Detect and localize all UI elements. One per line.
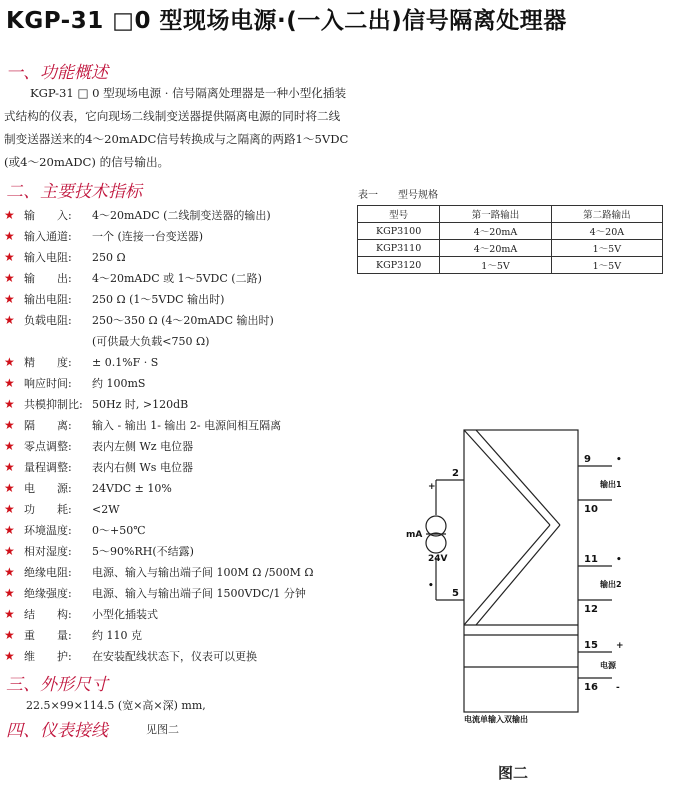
- plus-sign: +: [616, 641, 624, 651]
- spec-value: 24VDC ± 10%: [92, 482, 172, 495]
- spec-label: 输 出:: [24, 272, 72, 285]
- spec-value: 一个 (连接一台变送器): [92, 230, 204, 243]
- star-icon: ★: [4, 544, 15, 558]
- plus-sign: •: [616, 455, 622, 465]
- star-icon: ★: [4, 460, 15, 474]
- out2-label: 输出2: [600, 580, 622, 589]
- spec-value: 250 Ω: [92, 251, 126, 264]
- spec-value: 250 Ω (1～5VDC 输出时): [92, 293, 225, 306]
- spec-row: [4, 268, 262, 289]
- spec-label: 响应时间:: [24, 377, 72, 390]
- spec-row: [4, 310, 274, 331]
- spec-row: [4, 562, 313, 583]
- spec-value: (可供最大负载<750 Ω): [92, 335, 210, 348]
- spec-label: 量程调整:: [24, 461, 72, 474]
- table-row: [358, 240, 663, 257]
- spec-row: [4, 583, 306, 604]
- star-icon: ★: [4, 229, 15, 243]
- spec-value: 0～+50℃: [92, 524, 146, 537]
- spec-row: [4, 205, 271, 226]
- plus-sign: •: [616, 555, 622, 565]
- intro-paragraph: [4, 82, 348, 174]
- spec-row: [4, 520, 146, 541]
- spec-label: 输入电阻:: [24, 251, 72, 264]
- section-heading-overview: 一、功能概述: [6, 63, 108, 83]
- spec-label: 功 耗:: [24, 503, 72, 516]
- spec-value: 约 100mS: [92, 377, 146, 390]
- terminal-label: 2: [452, 468, 459, 479]
- intro-line: 式结构的仪表，它向现场二线制变送器提供隔离电源的同时将二线: [4, 109, 341, 123]
- terminal-label: 9: [584, 454, 591, 465]
- spec-label: 输出电阻:: [24, 293, 72, 306]
- spec-label: 绝缘强度:: [24, 587, 72, 600]
- table-row: [358, 223, 663, 240]
- table-cell: 1～5V: [440, 257, 551, 274]
- spec-value: 小型化插装式: [92, 608, 158, 621]
- table-row: [358, 257, 663, 274]
- spec-row: [4, 625, 142, 646]
- star-icon: ★: [4, 313, 15, 327]
- spec-row: [4, 457, 193, 478]
- terminal-label: 12: [584, 604, 598, 615]
- wiring-note: 见图二: [146, 723, 179, 736]
- spec-label: 电 源:: [24, 482, 72, 495]
- spec-row: [4, 331, 209, 352]
- page-title: KGP-31 □0 型现场电源·(一入二出)信号隔离处理器: [6, 8, 567, 34]
- spec-label: 环境温度:: [24, 524, 72, 537]
- isolation-line: [464, 430, 550, 525]
- spec-row: [4, 499, 120, 520]
- star-icon: ★: [4, 565, 15, 579]
- spec-label: 输 入:: [24, 209, 72, 222]
- spec-value: 4～20mADC 或 1～5VDC (二路): [92, 272, 262, 285]
- source-voltage-label: 24V: [428, 554, 448, 564]
- spec-row: [4, 646, 257, 667]
- table-cell: 1～5V: [551, 257, 662, 274]
- spec-value: ± 0.1%F · S: [92, 356, 159, 369]
- spec-value: 表内左侧 Wz 电位器: [92, 440, 194, 453]
- star-icon: ★: [4, 376, 15, 390]
- terminal-label: 5: [452, 588, 459, 599]
- star-icon: ★: [4, 271, 15, 285]
- spec-label: 零点调整:: [24, 440, 72, 453]
- star-icon: ★: [4, 649, 15, 663]
- table-cell: 4～20A: [551, 223, 662, 240]
- minus-sign: -: [616, 683, 620, 693]
- spec-row: [4, 604, 158, 625]
- spec-label: 结 构:: [24, 608, 72, 621]
- spec-value: 表内右侧 Ws 电位器: [92, 461, 193, 474]
- star-icon: ★: [4, 628, 15, 642]
- spec-label: 绝缘电阻:: [24, 566, 72, 579]
- table-cell: KGP3100: [358, 223, 440, 240]
- table-caption: 表一 型号规格: [358, 190, 438, 201]
- spec-label: 隔 离:: [24, 419, 72, 432]
- spec-value: 约 110 克: [92, 629, 142, 642]
- table-header: 型号: [358, 206, 440, 223]
- terminal-label: 15: [584, 640, 598, 651]
- spec-value: 4～20mADC (二线制变送器的输出): [92, 209, 271, 222]
- star-icon: ★: [4, 523, 15, 537]
- minus-sign: •: [428, 581, 434, 591]
- star-icon: ★: [4, 481, 15, 495]
- table-cell: 1～5V: [551, 240, 662, 257]
- spec-row: [4, 394, 188, 415]
- spec-value: 电源、输入与输出端子间 100M Ω /500M Ω: [92, 566, 314, 579]
- spec-value: 输入 - 输出 1- 输出 2- 电源间相互隔离: [92, 419, 282, 432]
- dimensions-text: 22.5×99×114.5 (宽×高×深) mm,: [26, 699, 206, 712]
- intro-line: 制变送器送来的4～20mADC信号转换成与之隔离的两路1～5VDC: [4, 132, 349, 146]
- spec-row: [4, 415, 281, 436]
- diagram-caption: 电流单输入双输出: [464, 715, 528, 724]
- isolation-line: [464, 525, 550, 625]
- model-spec-table: [357, 205, 663, 274]
- table-header: 第二路输出: [551, 206, 662, 223]
- section-heading-wiring: 四、仪表接线: [6, 721, 108, 741]
- spec-row: [4, 352, 158, 373]
- spec-value: <2W: [92, 503, 120, 516]
- star-icon: ★: [4, 586, 15, 600]
- spec-label: 负载电阻:: [24, 314, 72, 327]
- section-heading-dimensions: 三、外形尺寸: [6, 675, 108, 695]
- terminal-label: 11: [584, 554, 598, 565]
- out1-label: 输出1: [600, 480, 622, 489]
- spec-label: 共模抑制比:: [24, 398, 83, 411]
- spec-value: 50Hz 时, >120dB: [92, 398, 189, 411]
- spec-row: [4, 436, 193, 457]
- table-cell: KGP3120: [358, 257, 440, 274]
- star-icon: ★: [4, 292, 15, 306]
- isolation-line: [476, 430, 560, 525]
- plus-sign: +: [428, 482, 436, 492]
- spec-label: 维 护:: [24, 650, 72, 663]
- spec-value: 在安装配线状态下，仪表可以更换: [92, 650, 257, 663]
- intro-line: KGP-31 □ 0 型现场电源 · 信号隔离处理器是一种小型化插装: [30, 86, 347, 100]
- spec-row: [4, 289, 224, 310]
- terminal-label: 10: [584, 504, 598, 515]
- star-icon: ★: [4, 355, 15, 369]
- table-cell: 4～20mA: [440, 240, 551, 257]
- spec-value: 5～90%RH(不结露): [92, 545, 194, 558]
- spec-row: [4, 541, 194, 562]
- table-cell: KGP3110: [358, 240, 440, 257]
- section-heading-specs: 二、主要技术指标: [6, 182, 142, 202]
- spec-row: [4, 247, 126, 268]
- star-icon: ★: [4, 418, 15, 432]
- table-cell: 4～20mA: [440, 223, 551, 240]
- power-label: 电源: [600, 661, 616, 670]
- table-header: 第一路输出: [440, 206, 551, 223]
- figure-label: 图二: [498, 764, 529, 782]
- star-icon: ★: [4, 607, 15, 621]
- source-current-label: mA: [406, 530, 423, 540]
- star-icon: ★: [4, 208, 15, 222]
- spec-label: 精 度:: [24, 356, 72, 369]
- star-icon: ★: [4, 439, 15, 453]
- star-icon: ★: [4, 397, 15, 411]
- star-icon: ★: [4, 250, 15, 264]
- spec-row: [4, 478, 172, 499]
- spec-label: 输入通道:: [24, 230, 72, 243]
- wiring-diagram: [400, 420, 640, 740]
- terminal-label: 16: [584, 682, 598, 693]
- spec-value: 电源、输入与输出端子间 1500VDC/1 分钟: [92, 587, 306, 600]
- spec-value: 250～350 Ω (4～20mADC 输出时): [92, 314, 274, 327]
- spec-label: 重 量:: [24, 629, 72, 642]
- spec-row: [4, 226, 203, 247]
- spec-row: [4, 373, 145, 394]
- spec-label: 相对湿度:: [24, 545, 72, 558]
- star-icon: ★: [4, 502, 15, 516]
- isolation-line: [476, 525, 560, 625]
- intro-line: (或4～20mADC) 的信号输出。: [4, 155, 170, 169]
